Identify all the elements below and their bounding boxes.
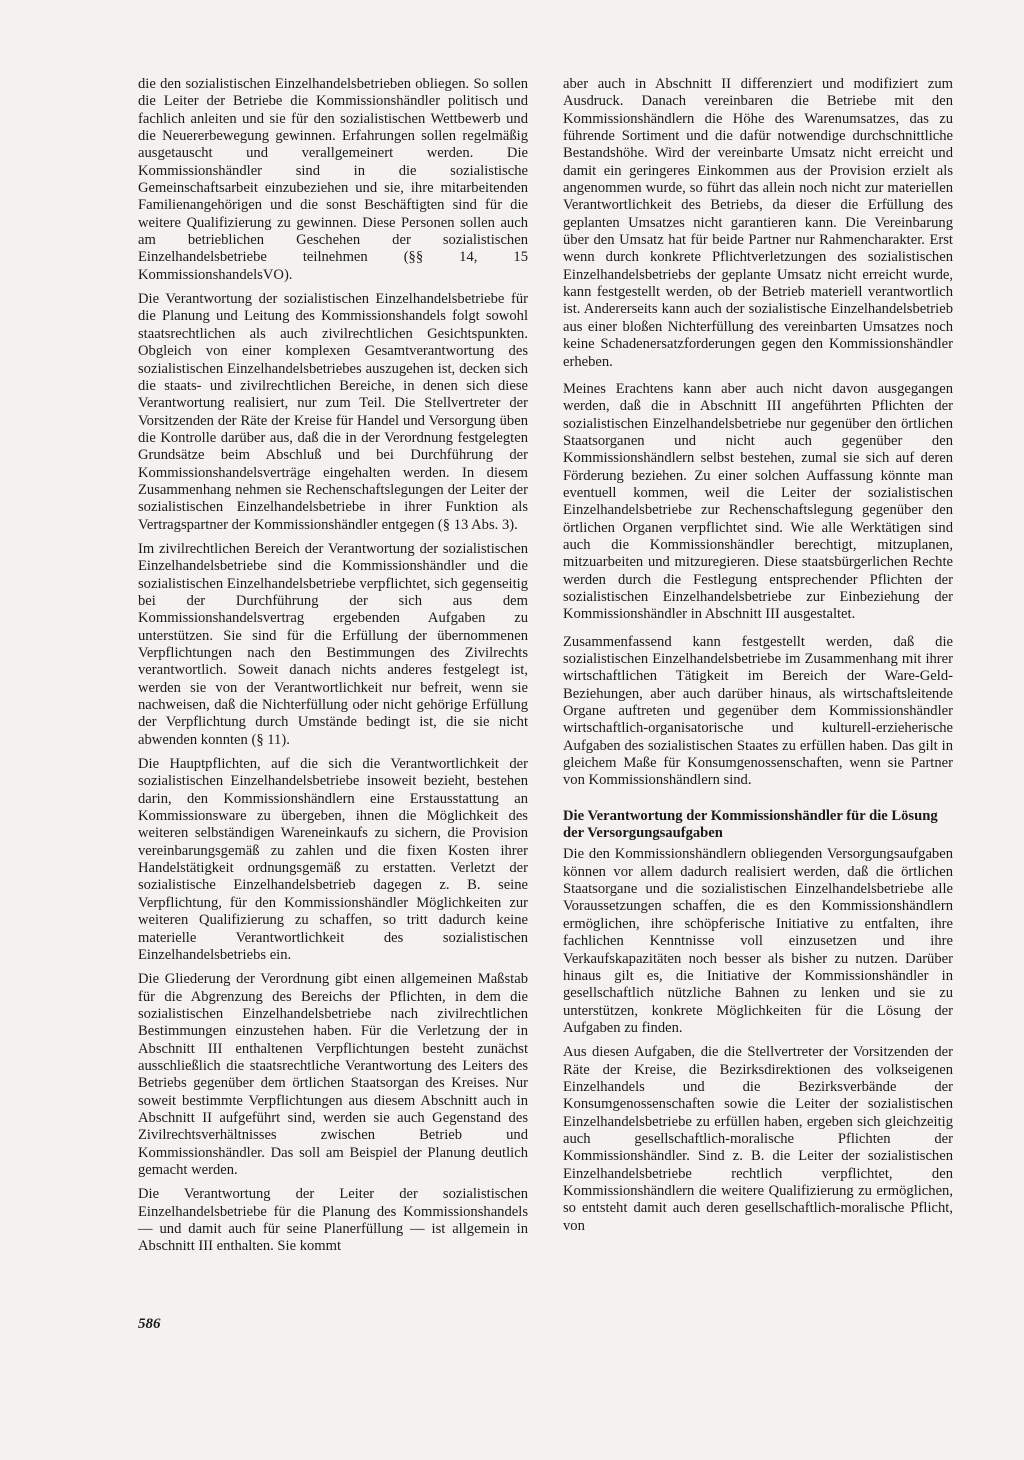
page-number: 586 bbox=[138, 1316, 161, 1332]
paragraph: Zusammenfassend kann festgestellt werden, daß die sozialistischen Einzelhandelsbetriebe im Zusammenhang mit ihrer wirtschaftlichen Tätigkeit im Bereich der Ware-Geld-Beziehungen, aber auch darüber hinaus, als wirtschaftsleitende Organe auftreten und gegenüber dem Kommissionshändler wirtschaftlich-organisatorische und kulturell-erzieherische Aufgaben des sozialistischen Staates zu erfüllen haben. Das gilt in gleichem Maße für Konsumgenossenschaften, wenn sie Partner von Kommissionshändlern sind. bbox=[563, 633, 953, 789]
paragraph: Meines Erachtens kann aber auch nicht davon ausgegangen werden, daß die in Abschnitt III angeführten Pflichten der sozialistischen Einzelhandelsbetriebe nur gegenüber den örtlichen Staatsorganen und nicht auch gegenüber den Kommissionshändlern selbst bestehen, zumal sie sich auf deren Förderung beziehen. Zu einer solchen Auffassung könnte man eventuell kommen, weil die Leiter der sozialistischen Einzelhandelsbetriebe zur Rechenschaftslegung gegenüber den örtlichen Organen verpflichtet sind. Wie alle Werktätigen sind auch die Kommissionshändler berechtigt, mitzuplanen, mitzuarbeiten und mitzuregieren. Diese staatsbürgerlichen Rechte werden durch die Festlegung entsprechender Pflichten der sozialistischen Einzelhandelsbetriebe zur Einbeziehung der Kommissionshändler in Abschnitt III ausgestaltet. bbox=[563, 380, 953, 623]
paragraph: Die Verantwortung der Leiter der sozialistischen Einzelhandelsbetriebe für die Planung des Kommissionshandels — und damit auch für seine Planerfüllung — ist allgemein in Abschnitt III enthalten. Sie kommt bbox=[138, 1186, 528, 1255]
paragraph: Die Gliederung der Verordnung gibt einen allgemeinen Maßstab für die Abgrenzung des Bereichs der Pflichten, in dem die sozialistischen Einzelhandelsbetriebe nach zivilrechtlichen Bestimmungen einzustehen haben. Für die Verletzung der in Abschnitt III enthaltenen Verpflichtungen besteht zunächst ausschließlich die staatsrechtliche Verantwortung des Leiters des Betriebs gegenüber dem örtlichen Staatsorgan des Kreises. Nur soweit bestimmte Verpflichtungen aus diesem Abschnitt auch in Abschnitt II aufgeführt sind, werden sie auch Gegenstand des Zivilrechtsverhältnisses zwischen Betrieb und Kommissionshändler. Das soll am Beispiel der Planung deutlich gemacht werden. bbox=[138, 971, 528, 1178]
paragraph: Die Verantwortung der sozialistischen Einzelhandelsbetriebe für die Planung und Leitung des Kommissionshandels folgt sowohl staatsrechtlichen als auch zivilrechtlichen Gesichtspunkten. Obgleich von einer komplexen Gesamtverantwortung des sozialistischen Einzelhandelsbetriebes auszugehen ist, decken sich die staats- und zivilrechtlichen Bereiche, in denen sich diese Verantwortung realisiert, nur zum Teil. Die Stellvertreter der Vorsitzenden der Räte der Kreise für Handel und Versorgung üben die Kontrolle darüber aus, daß die in der Verordnung festgelegten Grundsätze beim Abschluß und bei Durchführung der Kommissionshandelsverträge eingehalten werden. In diesem Zusammenhang nehmen sie Rechenschaftslegungen der Leiter der sozialistischen Einzelhandelsbetriebe in ihrer Funktion als Vertragspartner der Kommissionshändler entgegen (§ 13 Abs. 3). bbox=[138, 291, 528, 533]
paragraph: Die den Kommissionshändlern obliegenden Versorgungsaufgaben können vor allem dadurch realisiert werden, daß die örtlichen Staatsorgane und die sozialistischen Einzelhandelsbetriebe alle Voraussetzungen schaffen, die es den Kommissionshändlern ermöglichen, ihre schöpferische Initiative zu entfalten, ihre fachlichen Kenntnisse voll einzusetzen und ihre Verkaufskapazitäten noch besser als bisher zu nutzen. Darüber hinaus gilt es, die Initiative der Kommissionshändler in gesellschaftlich nützliche Bahnen zu lenken und sie zu unterstützen, konkrete Möglichkeiten für die Lösung der Aufgaben zu finden. bbox=[563, 846, 953, 1036]
paragraph: Im zivilrechtlichen Bereich der Verantwortung der sozialistischen Einzelhandelsbetriebe sind die Kommissionshändler und die sozialistischen Einzelhandelsbetriebe verpflichtet, sich gegenseitig bei der Durchführung der sich aus dem Kommissionshandelsvertrag ergebenden Aufgaben zu unterstützen. Sie sind für die Erfüllung der übernommenen Verpflichtungen nach den Bestimmungen des Zivilrechts verantwortlich. Soweit danach nichts anderes festgelegt ist, werden sie von der Verantwortlichkeit nur befreit, wenn sie nachweisen, daß die Nichterfüllung oder nicht gehörige Erfüllung der Verpflichtung durch Umstände bedingt ist, die sie nicht abwenden konnten (§ 11). bbox=[138, 540, 528, 748]
right-column bbox=[563, 76, 953, 1242]
paragraph: aber auch in Abschnitt II differenziert und modifiziert zum Ausdruck. Danach vereinbaren die Betriebe mit den Kommissionshändlern die Höhe des Warenumsatzes, das zu führende Sortiment und die dafür notwendige durchschnittliche Bestandshöhe. Wird der vereinbarte Umsatz nicht erreicht und damit ein geringeres Einkommen aus der Provision erzielt als angenommen wurde, so führt das allein noch nicht zur materiellen Verantwortlichkeit des Betriebs, da dieser die Erfüllung des geplanten Umsatzes nicht garantieren kann. Die Vereinbarung über den Umsatz hat für beide Partner nur Rahmencharakter. Erst wenn durch konkrete Pflichtverletzungen des sozialistischen Einzelhandelsbetriebs der geplante Umsatz nicht erreicht wurde, kann festgestellt werden, ob der Betrieb materiell verantwortlich ist. Andererseits kann auch der sozialistische Einzelhandelsbetrieb aus einer bloßen Nichterfüllung des vereinbarten Umsatzes noch keine Schadenersatzforderungen gegen den Kommissionshändler erheben. bbox=[563, 76, 953, 370]
paragraph: die den sozialistischen Einzelhandelsbetrieben obliegen. So sollen die Leiter der Betriebe die Kommissionshändler politisch und fachlich anleiten und sie für den sozialistischen Wettbewerb und die Neuererbewegung gewinnen. Erfahrungen sollen regelmäßig ausgetauscht und verallgemeinert werden. Die Kommissionshändler sind in die sozialistische Gemeinschaftsarbeit einzubeziehen und sie, ihre mitarbeitenden Familienangehörigen und die sonst Beschäftigten sind für die weitere Qualifizierung zu gewinnen. Diese Personen sollen auch am betrieblichen Geschehen der sozialistischen Einzelhandelsbetriebe teilnehmen (§§ 14, 15 KommissionshandelsVO). bbox=[138, 76, 528, 283]
section-heading: Die Verantwortung der Kommissionshändler für die Lösung der Versorgungsaufgaben bbox=[563, 807, 938, 842]
paragraph: Aus diesen Aufgaben, die die Stellvertreter der Vorsitzenden der Räte der Kreise, die Bezirksdirektionen des volkseigenen Einzelhandels und die Bezirksverbände der Konsumgenossenschaften sowie die Leiter der sozialistischen Einzelhandelsbetriebe zu erfüllen haben, ergeben sich gleichzeitig auch gesellschaftlich-moralische Pflichten der Kommissionshändler. Sind z. B. die Leiter der sozialistischen Einzelhandelsbetriebe rechtlich verpflichtet, den Kommissionshändlern die weitere Qualifizierung zu ermöglichen, so entsteht damit auch deren gesellschaftlich-moralische Pflicht, von bbox=[563, 1044, 953, 1234]
paragraph: Die Hauptpflichten, auf die sich die Verantwortlichkeit der sozialistischen Einzelhandelsbetriebe insoweit bezieht, bestehen darin, den Kommissionshändlern eine Erstausstattung an Kommissionsware zu übergeben, ihnen die Möglichkeit des weiteren selbständigen Wareneinkaufs zu sichern, die Provision vereinbarungsgemäß zu zahlen und die fixen Kosten ihrer Handelstätigkeit ordnungsgemäß zu erstatten. Verletzt der sozialistische Einzelhandelsbetrieb dagegen z. B. seine Verpflichtung, für den Kommissionshändler Möglichkeiten zur weiteren Qualifizierung zu schaffen, so tritt dadurch keine materielle Verantwortlichkeit des sozialistischen Einzelhandelsbetriebs ein. bbox=[138, 756, 528, 963]
left-column bbox=[138, 76, 528, 1263]
